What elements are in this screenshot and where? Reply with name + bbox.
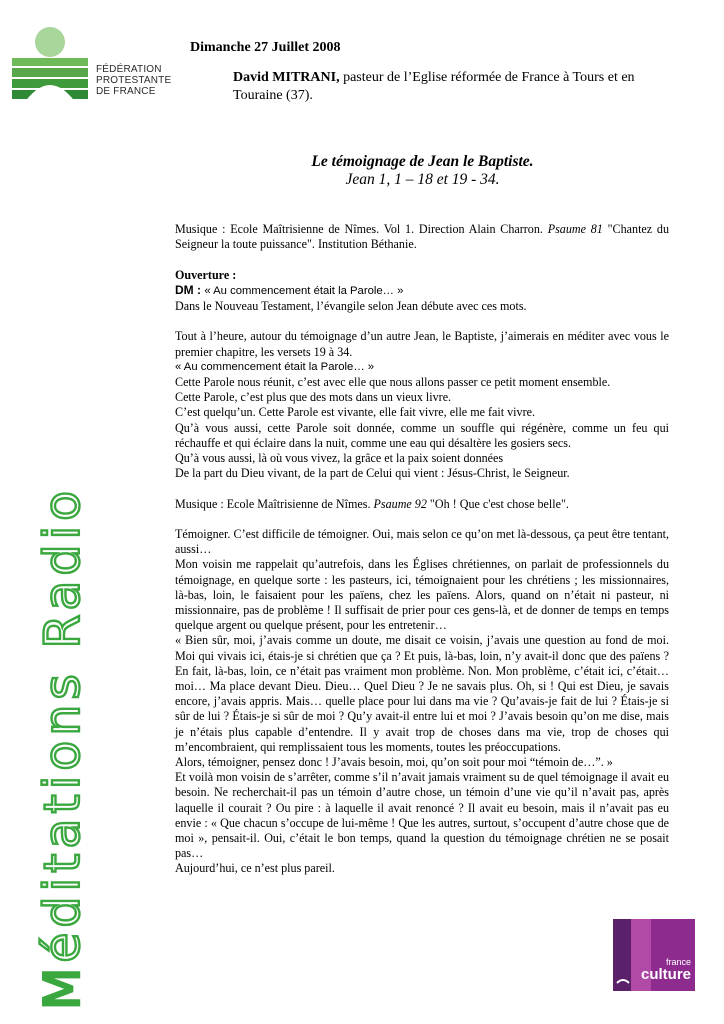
author-line bbox=[233, 69, 673, 105]
france-culture-line2: culture bbox=[640, 966, 691, 983]
music-note bbox=[175, 222, 669, 252]
fpf-logo-line: FÉDÉRATION bbox=[96, 64, 162, 75]
france-culture-line1: france bbox=[665, 957, 691, 967]
sermon-reference: Jean 1, 1 – 18 et 19 - 34. bbox=[345, 171, 500, 188]
music-psalm: Psaume 81 bbox=[547, 222, 603, 236]
paragraph: Dans le Nouveau Testament, l’évangile selon Jean débute avec ces mots. bbox=[175, 299, 527, 313]
sermon-body bbox=[175, 222, 669, 877]
ouverture-label: Ouverture : bbox=[175, 267, 237, 282]
paragraph: Cette Parole, c’est plus que des mots dans un vieux livre. bbox=[175, 390, 452, 405]
paragraph: Et voilà mon voisin de s’arrêter, comme s’il n’avait jamais vraiment su de quel témoignage il avait eu besoin. Ne recherchait-il pas un témoin d’autre chose, un témoin d’une vie qu’il n’avait pas, après laquelle il courait ? Ou pire : à laquelle il avait renoncé ? Il avait eu besoin, mais il n’avait pas eu envie : « Que chacun s’occupe de lui-même ! Que les autres, surtout, s’occupent d’autre chose que de moi », pensait-il. Oui, c’était le bon temps, quand la question du témoignage chrétien ne se posait pas… bbox=[175, 770, 669, 861]
fpf-logo-line: PROTESTANTE bbox=[96, 75, 172, 86]
paragraph: Tout à l’heure, autour du témoignage d’un autre Jean, le Baptiste, j’aimerais en méditer avec vous le premier chapitre, les versets 19 à 34. bbox=[175, 329, 669, 359]
dm-line bbox=[175, 283, 669, 299]
author-name: David MITRANI, bbox=[233, 70, 340, 85]
paragraph: « Bien sûr, moi, j’avais comme un doute, me disait ce voisin, j’avais une question au fond de moi. Moi qui vivais ici, étais-je si chrétien que ça ? Et puis, là-bas, loin, n’y avait-il donc que des païens ? En fait, là-bas, loin, ce n’était pas vraiment mon problème. Non. Mon problème, c’était ici, c’était… moi… Ma place devant Dieu. Dieu… Quel Dieu ? Je ne savais plus. Oh, si ! Qui est Dieu, je savais encore, j’avais appris. Mais… quelle place pour lui dans ma vie ? Qu’avais-je fait de lui ? Étais-je si sûr de lui ? Étais-je si sûr de moi ? Qu’y avait-il entre lui et moi ? J’avais besoin qu’on me dise, mais je n’étais plus capable d’entendre. Il y avait trop de choses dans ma vie, trop de choses qui m’encombraient, qui remplissaient tous les moments, toutes les préoccupations. bbox=[175, 633, 669, 754]
sermon-title-main: Le témoignage de Jean le Baptiste. bbox=[311, 153, 534, 170]
fpf-logo-text bbox=[96, 64, 171, 97]
paragraph: C’est quelqu’un. Cette Parole est vivante, elle fait vivre, elle me fait vivre. bbox=[175, 405, 536, 420]
author-role: pasteur de l’Eglise réformée de France à Tours et en Touraine (37). bbox=[233, 70, 635, 103]
sermon-title bbox=[175, 153, 670, 189]
france-culture-icon bbox=[613, 919, 695, 991]
paragraph: Aujourd’hui, ce n’est plus pareil. bbox=[175, 861, 335, 876]
music-psalm: Psaume 92 bbox=[373, 496, 427, 511]
music-after: "Oh ! Que c'est chose belle". bbox=[426, 496, 569, 511]
paragraph: Cette Parole nous réunit, c’est avec elle que nous allons passer ce petit moment ensemble. bbox=[175, 375, 611, 389]
meditations-rest: éditations Radio bbox=[34, 485, 91, 963]
meditations-radio-vertical bbox=[34, 485, 91, 1010]
paragraph: Mon voisin me rappelait qu’autrefois, dans les Églises chrétiennes, on parlait de professionnels du témoignage, en quelque sorte : les pasteurs, ici, témoignaient pour les chrétiens ; les missionnaires, là-bas, loin, le faisaient pour les païens, chez les païens. Alors, quand on n’était ni pasteur, ni missionnaire, pas de problème ! Il suffisait de prier pour ces gens-là, et de donner de temps en temps quelque argent ou quelque présent, pour les entretenir… bbox=[175, 557, 669, 633]
dm-quote: « Au commencement était la Parole… » bbox=[204, 284, 404, 297]
section-label bbox=[175, 268, 669, 283]
music-text: Musique : Ecole Maîtrisienne de Nîmes. bbox=[175, 496, 374, 511]
music-after: "Chantez du Seigneur la toute puissance". Institution Béthanie. bbox=[175, 222, 670, 252]
paragraph: Alors, témoigner, pensez donc ! J’avais besoin, moi, qu’on soit pour moi “témoin de…”. » bbox=[175, 755, 613, 770]
dm-label: DM : bbox=[175, 282, 205, 297]
france-culture-logo bbox=[613, 919, 695, 991]
music-text: Musique : Ecole Maîtrisienne de Nîmes. Vol 1. Direction Alain Charron. bbox=[175, 222, 548, 236]
quote-line: « Au commencement était la Parole… » bbox=[175, 360, 375, 373]
meditations-first-letter: M bbox=[34, 962, 91, 1010]
fpf-logo-line: DE FRANCE bbox=[96, 86, 156, 97]
paragraph: De la part du Dieu vivant, de la part de Celui qui vient : Jésus-Christ, le Seigneur. bbox=[175, 466, 570, 481]
broadcast-date: Dimanche 27 Juillet 2008 bbox=[190, 40, 341, 55]
paragraph: Qu’à vous aussi, là où vous vivez, la grâce et la paix soient données bbox=[175, 451, 504, 466]
paragraph: Qu’à vous aussi, cette Parole soit donnée, comme un souffle qui régénère, comme un feu qui réchauffe et qui éclaire dans la nuit, comme une eau qui désaltère les gosiers secs. bbox=[175, 420, 669, 450]
paragraph: Témoigner. C’est difficile de témoigner. Oui, mais selon ce qu’on met là-dessous, ça peut être tentant, aussi… bbox=[175, 527, 669, 557]
music-note bbox=[175, 497, 669, 512]
